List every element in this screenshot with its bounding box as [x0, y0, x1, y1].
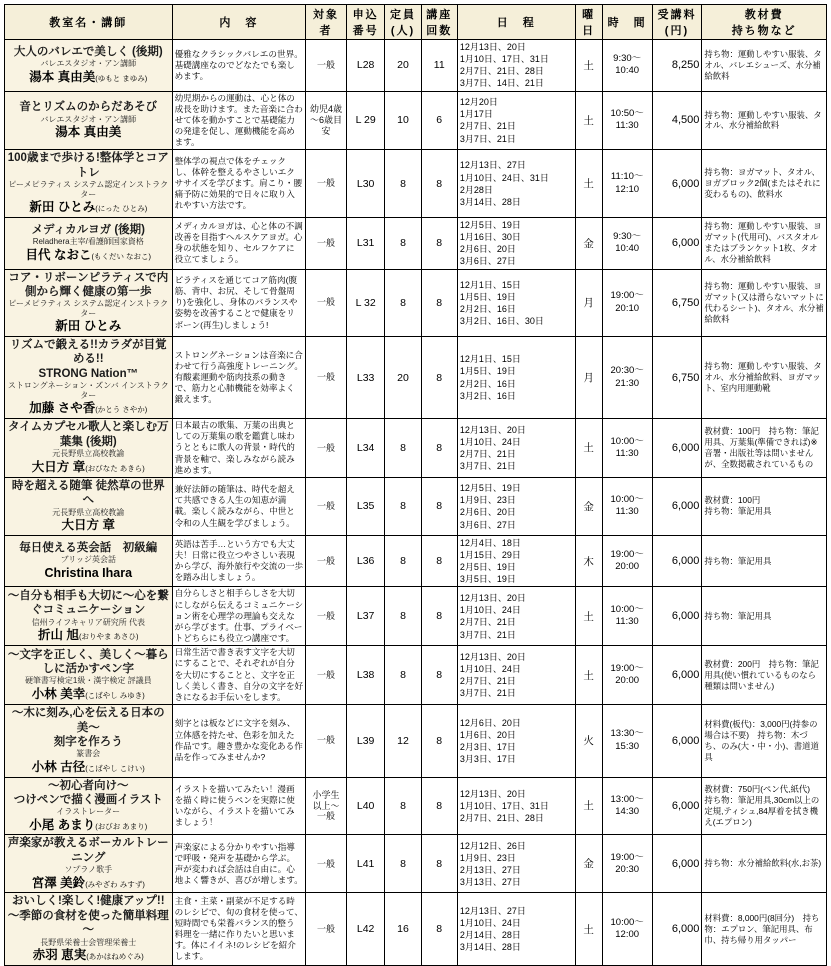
course-target: 一般: [306, 587, 347, 646]
course-day: 金: [575, 477, 602, 535]
instructor-affiliation: ピーメピラティス システム認定インストラクター: [8, 180, 169, 199]
course-dates: 12月1日、15日 1月5日、19日 2月2日、16日 3月2日、16日、30日: [457, 269, 575, 337]
course-description: ピラティスを通じてコア筋肉(腹筋、背中、お尻、そして骨盤周り)を強化し、身体のバランスや姿勢を改善することで健康をリボーン(再生)しましょう!: [172, 269, 306, 337]
course-fee: 6,000: [652, 893, 702, 965]
instructor-affiliation: 篆書会: [76, 749, 101, 759]
table-row: [5, 835, 827, 893]
course-capacity: 20: [385, 40, 421, 92]
course-description: 刻字とは板などに文字を刻み、立体感を持たせ、色彩を加えた作品です。趣き豊かな変化ある作品を作ってみませんか?: [172, 705, 306, 777]
course-code: L40: [346, 777, 384, 835]
course-dates: 12月13日、20日 1月10日、17日、31日 2月7日、21日、28日 3月7日、14日、21日: [457, 40, 575, 92]
course-time: 19:00～ 20:00: [602, 646, 652, 705]
course-target: 一般: [306, 893, 347, 965]
course-session-count: 8: [421, 777, 457, 835]
course-session-count: 8: [421, 477, 457, 535]
course-day: 土: [575, 587, 602, 646]
course-capacity: 8: [385, 535, 421, 587]
instructor-affiliation: ストロングネーション・ズンバ インストラクター: [7, 381, 169, 400]
course-day: 木: [575, 535, 602, 587]
header-row: [5, 5, 827, 40]
course-title-cell: [5, 337, 173, 419]
course-capacity: 12: [385, 705, 421, 777]
course-target: 一般: [306, 646, 347, 705]
instructor-name: 折山 旭(おりやま あさひ): [37, 628, 139, 643]
course-target: 一般: [306, 40, 347, 92]
instructor-name: Christina Ihara: [44, 565, 133, 580]
course-materials: 持ち物：ヨガマット、タオル、ヨガブロック2個(またはそれに変わるもの)、飲料水: [702, 150, 827, 218]
course-time: 9:30～ 10:40: [602, 217, 652, 269]
course-capacity: 8: [385, 777, 421, 835]
course-code: L33: [346, 337, 384, 419]
course-capacity: 10: [385, 91, 421, 150]
course-session-count: 8: [421, 535, 457, 587]
table-row: [5, 777, 827, 835]
course-capacity: 20: [385, 337, 421, 419]
table-row: [5, 150, 827, 218]
col-target: 対象者: [306, 5, 347, 40]
table-row: [5, 217, 827, 269]
course-dates: 12月1日、15日 1月5日、19日 2月2日、16日 3月2日、16日: [457, 337, 575, 419]
course-materials: 教材費：200円 持ち物：筆記用具(使い慣れているものなら種類は問いません): [702, 646, 827, 705]
course-day: 土: [575, 777, 602, 835]
course-fee: 6,000: [652, 535, 702, 587]
table-row: [5, 269, 827, 337]
course-code: L34: [346, 419, 384, 478]
course-code: L38: [346, 646, 384, 705]
course-title: コア・リボーンピラティスで内側から輝く健康の第一歩: [8, 271, 169, 298]
col-content: 内 容: [172, 5, 306, 40]
course-title: 毎日使える英会話 初級編: [19, 541, 158, 554]
course-session-count: 8: [421, 893, 457, 965]
course-target: 一般: [306, 419, 347, 478]
course-day: 金: [575, 217, 602, 269]
course-materials: 持ち物：水分補給飲料(水,お茶): [702, 835, 827, 893]
course-title-cell: [5, 705, 173, 777]
course-title-cell: [5, 40, 173, 92]
course-time: 19:00～ 20:30: [602, 835, 652, 893]
course-title-cell: [5, 477, 173, 535]
course-title-cell: [5, 587, 173, 646]
course-title-cell: [5, 535, 173, 587]
table-row: [5, 535, 827, 587]
course-target: 一般: [306, 217, 347, 269]
course-capacity: 8: [385, 419, 421, 478]
course-dates: 12月6日、20日 1月6日、20日 2月3日、17日 3月3日、17日: [457, 705, 575, 777]
table-row: [5, 893, 827, 965]
course-title-cell: [5, 835, 173, 893]
course-time: 20:30～ 21:30: [602, 337, 652, 419]
instructor-affiliation: イラストレーター: [56, 807, 121, 817]
course-title: 100歳まで歩ける!整体学とコアトレ: [7, 152, 169, 179]
course-title-cell: [5, 217, 173, 269]
course-time: 19:00～ 20:00: [602, 535, 652, 587]
course-capacity: 8: [385, 646, 421, 705]
course-code: L28: [346, 40, 384, 92]
course-materials: 材料費(板代)：3,000円(持参の場合は不要) 持ち物：木づち、のみ(大・中・小)、書道道具: [702, 705, 827, 777]
course-day: 土: [575, 646, 602, 705]
instructor-name: 湯本 真由美(ゆもと まゆみ): [29, 69, 148, 84]
table-body: [5, 40, 827, 966]
col-capacity: 定員 (人): [385, 5, 421, 40]
course-materials: 持ち物：運動しやすい服装、タオル、水分補給飲料、ヨガマット、室内用運動靴: [702, 337, 827, 419]
course-session-count: 8: [421, 269, 457, 337]
instructor-affiliation: 長野県栄養士会管理栄養士: [40, 937, 137, 947]
course-target: 一般: [306, 269, 347, 337]
table-row: [5, 646, 827, 705]
instructor-affiliation: 信州ライフキャリア研究所 代表: [31, 617, 145, 627]
course-title: タイムカプセル歌人と楽しむ万葉集 (後期): [7, 421, 169, 448]
course-session-count: 11: [421, 40, 457, 92]
table-row: [5, 587, 827, 646]
course-time: 10:50～ 11:30: [602, 91, 652, 150]
course-title: ～初心者向け～ つけペンで描く漫画イラスト: [13, 779, 163, 806]
course-fee: 6,000: [652, 587, 702, 646]
course-title-cell: [5, 419, 173, 478]
course-title: 大人のバレエで美しく (後期): [13, 45, 163, 58]
course-title-cell: [5, 893, 173, 965]
course-fee: 6,000: [652, 419, 702, 478]
instructor-affiliation: ピーメピラティス システム認定インストラクター: [8, 299, 169, 318]
course-session-count: 6: [421, 91, 457, 150]
course-schedule-page: [0, 4, 831, 963]
course-title: 音とリズムのからだあそび: [19, 101, 158, 114]
course-dates: 12月5日、19日 1月16日、30日 2月6日、20日 3月6日、27日: [457, 217, 575, 269]
course-fee: 6,000: [652, 646, 702, 705]
course-materials: 教材費：100円 持ち物：筆記用具: [702, 477, 827, 535]
course-dates: 12月13日、20日 1月10日、17日、31日 2月7日、21日、28日: [457, 777, 575, 835]
course-description: メディカルヨガは、心と体の不調改善を目指すヘルスケアヨガ。心身の状態を知り、セルフケアに役立てましょう。: [172, 217, 306, 269]
course-day: 月: [575, 269, 602, 337]
course-dates: 12月4日、18日 1月15日、29日 2月5日、19日 3月5日、19日: [457, 535, 575, 587]
course-materials: 持ち物：運動しやすい服装、ヨガマット(代用可)、バスタオルまたはブランケット1枚、タオル、水分補給飲料: [702, 217, 827, 269]
course-materials: 持ち物：運動しやすい服装、タオル、バレエシューズ、水分補給飲料: [702, 40, 827, 92]
course-fee: 6,000: [652, 217, 702, 269]
course-time: 10:00～ 11:30: [602, 587, 652, 646]
course-code: L41: [346, 835, 384, 893]
instructor-name: 加藤 さや香(かとう さやか): [29, 401, 148, 416]
course-description: 整体学の視点で体をチェックし、体幹を整えるやさしいエクササイズを学びます。肩こり・腰痛予防に効果的で日々に取り入れやすい方法です。: [172, 150, 306, 218]
table-row: [5, 337, 827, 419]
course-fee: 6,000: [652, 150, 702, 218]
course-day: 金: [575, 835, 602, 893]
course-session-count: 8: [421, 646, 457, 705]
course-capacity: 8: [385, 835, 421, 893]
course-title: ～自分も相手も大切に～心を繋ぐコミュニケーション: [7, 589, 169, 617]
course-title-cell: [5, 269, 173, 337]
course-fee: 4,500: [652, 91, 702, 150]
course-fee: 6,750: [652, 337, 702, 419]
course-code: L31: [346, 217, 384, 269]
course-dates: 12月13日、20日 1月10日、24日 2月7日、21日 3月7日、21日: [457, 419, 575, 478]
course-session-count: 8: [421, 587, 457, 646]
instructor-affiliation: バレエスタジオ・アン講師: [40, 114, 137, 124]
instructor-affiliation: ソプラノ歌手: [64, 865, 113, 875]
course-fee: 8,250: [652, 40, 702, 92]
course-title: 声楽家が教えるボーカルトレーニング: [7, 837, 169, 864]
course-target: 一般: [306, 477, 347, 535]
table-header: [5, 5, 827, 40]
course-materials: 持ち物：運動しやすい服装、タオル、水分補給飲料: [702, 91, 827, 150]
col-day: 曜日: [575, 5, 602, 40]
course-description: 英語は苦手…という方でも大丈夫！日常に役立つやさしい表現から学び、海外旅行や交流の一歩を踏み出しましょう。: [172, 535, 306, 587]
course-title: 時を超える随筆 徒然草の世界へ: [11, 479, 165, 507]
course-description: 日本最古の歌集、万葉の出典としての万葉集の歌を鑑賞し味わうとともに歌人の背景・時代的背景を軸で、楽しみながら読み進めます。: [172, 419, 306, 478]
course-fee: 6,000: [652, 477, 702, 535]
course-time: 19:00～ 20:10: [602, 269, 652, 337]
course-session-count: 8: [421, 217, 457, 269]
col-time: 時 間: [602, 5, 652, 40]
course-title-cell: [5, 150, 173, 218]
course-dates: 12月13日、20日 1月10日、24日 2月7日、21日 3月7日、21日: [457, 646, 575, 705]
course-day: 土: [575, 419, 602, 478]
col-fee: 受講料 (円): [652, 5, 702, 40]
course-session-count: 8: [421, 337, 457, 419]
course-target: 一般: [306, 835, 347, 893]
instructor-affiliation: ブリッジ英会話: [60, 555, 116, 565]
course-day: 月: [575, 337, 602, 419]
course-fee: 6,750: [652, 269, 702, 337]
course-day: 土: [575, 91, 602, 150]
course-dates: 12月20日 1月17日 2月7日、21日 3月7日、21日: [457, 91, 575, 150]
course-description: 声楽家による分かりやすい指導で呼吸・発声を基礎から学ぶ。声が変われば会話は自由に。心地よく響きが、喜びが増します。: [172, 835, 306, 893]
course-target: 一般: [306, 705, 347, 777]
instructor-name: 小林 古径(こばやし こけい): [31, 759, 145, 774]
instructor-name: 宮澤 美鈴(みやざわ みすず): [31, 875, 145, 890]
course-fee: 6,000: [652, 777, 702, 835]
course-capacity: 16: [385, 893, 421, 965]
course-time: 10:00～ 11:30: [602, 419, 652, 478]
instructor-name: 目代 なおこ(もくだい なおこ): [25, 247, 152, 262]
course-session-count: 8: [421, 705, 457, 777]
instructor-affiliation: Reladhera主宰/看護師国家資格: [32, 237, 144, 247]
col-materials: 教材費 持ち物など: [702, 5, 827, 40]
instructor-affiliation: バレエスタジオ・アン講師: [40, 59, 137, 69]
instructor-name: 小尾 あまり(おびお あまり): [29, 817, 148, 832]
course-description: 自分らしさと相手らしさを大切にしながら伝えるコミュニケーション術を心理学の理論も交えながら学びます。仕事、プライベートどちらにも役立つ講座です。: [172, 587, 306, 646]
instructor-name: 小林 美幸(こばやし みゆき): [31, 687, 145, 702]
course-title: ～木に刻み,心を伝える日本の美～ 刻字を作ろう: [11, 707, 165, 748]
table-row: [5, 705, 827, 777]
course-capacity: 8: [385, 269, 421, 337]
instructor-name: 大日方 章: [61, 518, 116, 533]
course-session-count: 8: [421, 150, 457, 218]
instructor-name: 赤羽 恵実(あかはねめぐみ): [32, 948, 144, 963]
course-time: 13:00～ 14:30: [602, 777, 652, 835]
course-session-count: 8: [421, 835, 457, 893]
instructor-name: 新田 ひとみ: [55, 319, 122, 334]
course-time: 13:30～ 15:30: [602, 705, 652, 777]
course-dates: 12月13日、27日 1月10日、24日、31日 2月28日 3月14日、28日: [457, 150, 575, 218]
course-title: おいしく!楽しく!健康アップ!! ～季節の食材を使った簡単料理～: [7, 895, 169, 937]
instructor-affiliation: 元長野県立高校教諭: [52, 449, 125, 459]
col-title: 教室名・講師: [5, 5, 173, 40]
instructor-name: 新田 ひとみ(にった ひとみ): [29, 200, 148, 215]
col-dates: 日 程: [457, 5, 575, 40]
course-target: 小学生以上～一般: [306, 777, 347, 835]
course-day: 土: [575, 150, 602, 218]
course-code: L39: [346, 705, 384, 777]
course-description: 主食・主菜・副菜が不足する時のレシピで、旬の食材を使って、短時間でも栄養バランス的整う料理を一緒に作りたいと思います。体にイイネ!のレシピを紹介します。: [172, 893, 306, 965]
table-row: [5, 419, 827, 478]
course-code: L36: [346, 535, 384, 587]
course-description: 兼好法師の随筆は、時代を超えて共感できる人生の知恵が満載。楽しく読みながら、中世と令和の人生観を学びましょう。: [172, 477, 306, 535]
course-dates: 12月13日、20日 1月10日、24日 2月7日、21日 3月7日、21日: [457, 587, 575, 646]
course-title: リズムで鍛える!!カラダが目覚める!! STRONG Nation™: [9, 339, 167, 380]
course-description: 優雅なクラシックバレエの世界。基礎講座なのでどなたでも楽しめます。: [172, 40, 306, 92]
course-capacity: 8: [385, 217, 421, 269]
col-code: 申込 番号: [346, 5, 384, 40]
course-dates: 12月12日、26日 1月9日、23日 2月13日、27日 3月13日、27日: [457, 835, 575, 893]
course-capacity: 8: [385, 477, 421, 535]
course-description: 幼児期からの運動は、心と体の成長を助けます。また音楽に合わせて体を動かすことで基礎能力の発達を促し、運動機能を高めます。: [172, 91, 306, 150]
instructor-name: 湯本 真由美: [55, 125, 122, 140]
course-title-cell: [5, 91, 173, 150]
course-target: 一般: [306, 337, 347, 419]
course-code: L42: [346, 893, 384, 965]
course-materials: 材料費：8,000円(8回分) 持ち物：エプロン、筆記用具、布巾、持ち帰り用タッパー: [702, 893, 827, 965]
table-row: [5, 91, 827, 150]
instructor-name: 大日方 章(おびなた あきら): [31, 459, 145, 474]
course-day: 土: [575, 893, 602, 965]
course-materials: 持ち物：筆記用具: [702, 587, 827, 646]
course-code: L37: [346, 587, 384, 646]
table-row: [5, 40, 827, 92]
course-capacity: 8: [385, 587, 421, 646]
course-materials: 持ち物：筆記用具: [702, 535, 827, 587]
course-title: メディカルヨガ (後期): [31, 223, 145, 236]
course-materials: 持ち物：運動しやすい服装、ヨガマット(又は滑らないマットに代わるシート)、タオル、水分補給飲料: [702, 269, 827, 337]
course-code: L 29: [346, 91, 384, 150]
table-row: [5, 477, 827, 535]
course-time: 9:30～ 10:40: [602, 40, 652, 92]
course-description: イラストを描いてみたい！漫画を描く時に使うペンを実際に使いながら、イラストを描いてみましょう！: [172, 777, 306, 835]
course-materials: 教材費：750円(ペン代,紙代) 持ち物：筆記用具,30cm以上の定規,ティシュ,84厚着を拭き機え(エプロン): [702, 777, 827, 835]
course-table: [4, 4, 827, 966]
course-target: 一般: [306, 150, 347, 218]
course-target: 幼児4歳～6歳目安: [306, 91, 347, 150]
course-title-cell: [5, 646, 173, 705]
course-title-cell: [5, 777, 173, 835]
course-dates: 12月13日、27日 1月10日、24日 2月14日、28日 3月14日、28日: [457, 893, 575, 965]
course-code: L35: [346, 477, 384, 535]
course-target: 一般: [306, 535, 347, 587]
course-time: 10:00～ 11:30: [602, 477, 652, 535]
course-time: 10:00～ 12:00: [602, 893, 652, 965]
course-day: 土: [575, 40, 602, 92]
course-code: L30: [346, 150, 384, 218]
course-fee: 6,000: [652, 705, 702, 777]
course-description: ストロングネーションは音楽に合わせて行う高強度トレーニング。有酸素運動や筋肉技系の動きで、筋力と心肺機能を効率よく鍛えます。: [172, 337, 306, 419]
course-description: 日常生活で書き表す文字を大切にすることで、それぞれが自分を大切にすることと、文字を正しく美しく書き、自分の文字を好きになるお手伝いをします。: [172, 646, 306, 705]
course-title: ～文字を正しく、美しく～暮らしに活かすペン字: [7, 648, 169, 676]
course-fee: 6,000: [652, 835, 702, 893]
course-capacity: 8: [385, 150, 421, 218]
course-dates: 12月5日、19日 1月9日、23日 2月6日、20日 3月6日、27日: [457, 477, 575, 535]
course-time: 11:10～ 12:10: [602, 150, 652, 218]
course-session-count: 8: [421, 419, 457, 478]
instructor-affiliation: 硬筆書写検定1級・漢字検定 評議員: [24, 676, 152, 686]
course-materials: 教材費：100円 持ち物：筆記用具、万葉集(準備できれば)※音署・出版社等は問いませんが、全数掲載されているもの: [702, 419, 827, 478]
col-times: 講座 回数: [421, 5, 457, 40]
course-day: 火: [575, 705, 602, 777]
course-code: L 32: [346, 269, 384, 337]
instructor-affiliation: 元長野県立高校教諭: [52, 507, 125, 517]
